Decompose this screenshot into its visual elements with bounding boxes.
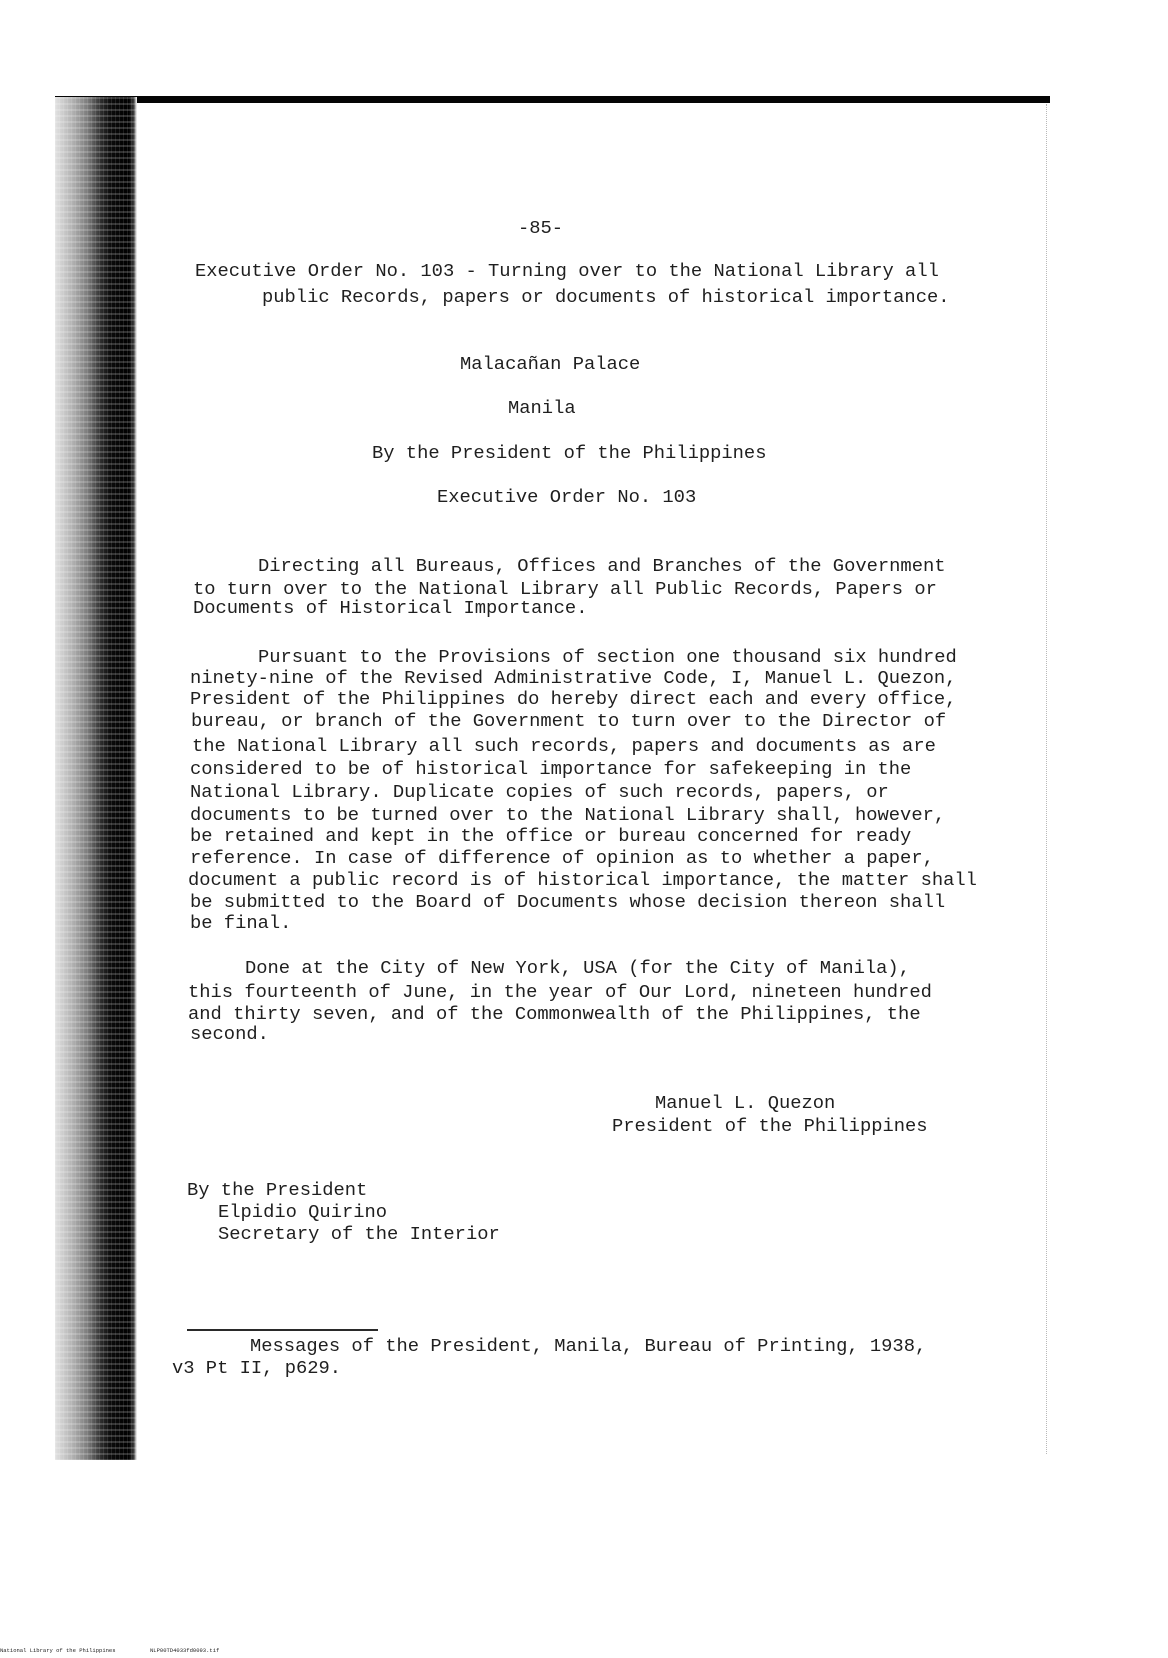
signature-title: President of the Philippines: [612, 1115, 928, 1137]
footnote-line: v3 Pt II, p629.: [172, 1357, 342, 1379]
document-title-line: Executive Order No. 103 - Turning over to the National Library all: [195, 260, 939, 282]
paragraph-1-line: to turn over to the National Library all Public Records, Papers or: [193, 578, 937, 600]
scan-footer-institution: National Library of the Philippines: [0, 1647, 116, 1654]
paragraph-1-line: Directing all Bureaus, Offices and Branches of the Government: [258, 555, 946, 577]
paragraph-2-line: be submitted to the Board of Documents whose decision thereon shall: [190, 891, 946, 913]
footnote-line: Messages of the President, Manila, Bureau of Printing, 1938,: [250, 1335, 927, 1357]
attestation-line: By the President: [187, 1179, 368, 1201]
attestation-line: Elpidio Quirino: [218, 1201, 388, 1223]
paragraph-2-line: document a public record is of historical importance, the matter shall: [188, 869, 977, 891]
paragraph-2-line: ninety-nine of the Revised Administrative Code, I, Manuel L. Quezon,: [190, 667, 957, 689]
paragraph-1-line: Documents of Historical Importance.: [193, 597, 588, 619]
paragraph-2-line: the National Library all such records, papers and documents as are: [192, 735, 936, 757]
paragraph-3-line: this fourteenth of June, in the year of Our Lord, nineteen hundred: [188, 981, 932, 1003]
paragraph-2-line: be final.: [190, 912, 292, 934]
paragraph-3-line: and thirty seven, and of the Commonwealth of the Philippines, the: [188, 1003, 921, 1025]
scan-top-border: [55, 96, 1050, 103]
page-number: -85-: [518, 217, 564, 239]
paragraph-2-line: National Library. Duplicate copies of such records, papers, or: [190, 781, 889, 803]
scan-left-edge: [55, 97, 137, 1460]
scan-footer-filename: NLP00TD4033fd0093.tif: [150, 1647, 220, 1654]
document-title-line: public Records, papers or documents of historical importance.: [262, 286, 950, 308]
attestation-line: Secretary of the Interior: [218, 1223, 500, 1245]
footnote-rule: [187, 1329, 378, 1331]
paragraph-2-line: President of the Philippines do hereby direct each and every office,: [190, 688, 957, 710]
paragraph-3-line: Done at the City of New York, USA (for the City of Manila),: [245, 957, 910, 979]
heading-order-number: Executive Order No. 103: [437, 486, 697, 508]
paragraph-2-line: considered to be of historical importance for safekeeping in the: [190, 758, 912, 780]
paragraph-2-line: reference. In case of difference of opinion as to whether a paper,: [190, 847, 934, 869]
paragraph-2-line: be retained and kept in the office or bureau concerned for ready: [190, 825, 912, 847]
heading-city: Manila: [508, 397, 576, 419]
paragraph-2-line: bureau, or branch of the Government to turn over to the Director of: [191, 710, 947, 732]
heading-place: Malacañan Palace: [460, 353, 641, 375]
paragraph-2-line: documents to be turned over to the National Library shall, however,: [190, 804, 946, 826]
paragraph-2-line: Pursuant to the Provisions of section one thousand six hundred: [258, 646, 957, 668]
heading-authority: By the President of the Philippines: [372, 442, 767, 464]
scan-right-edge: [1046, 104, 1047, 1454]
paragraph-3-line: second.: [190, 1023, 269, 1045]
signature-name: Manuel L. Quezon: [655, 1092, 836, 1114]
